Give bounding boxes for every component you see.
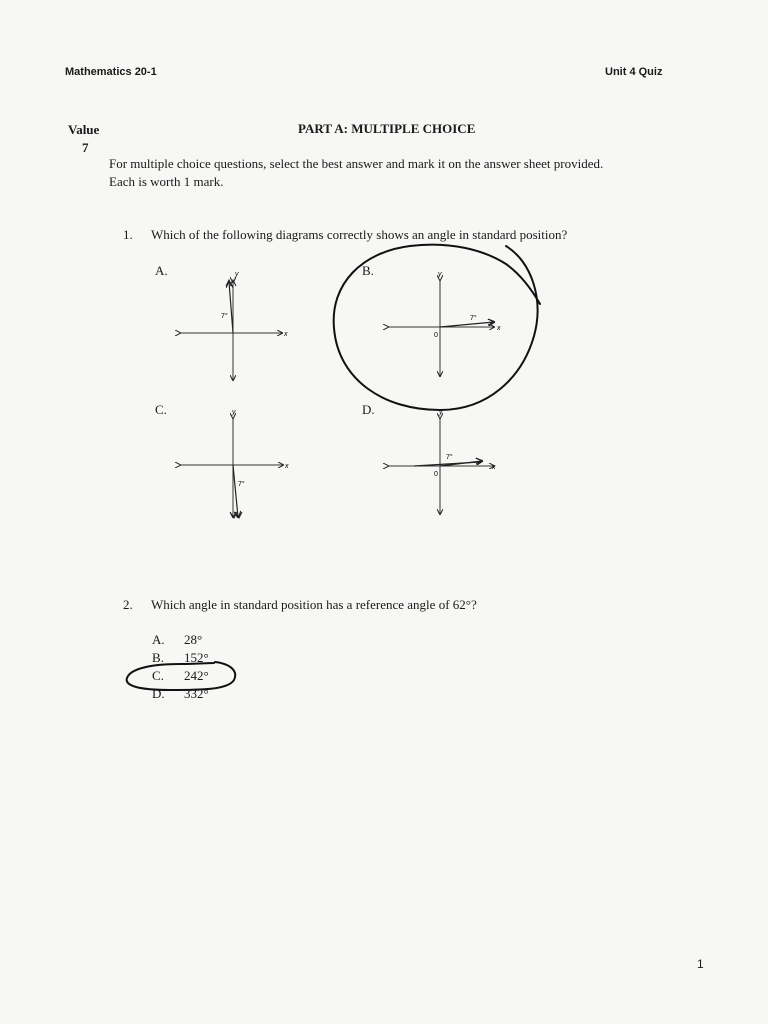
q2-option-a-letter: A. [152,632,165,647]
q1-option-d-letter: D. [362,402,375,417]
instructions-line-1: For multiple choice questions, select the best answer and mark it on the answer sheet provided. [109,156,604,171]
diagram-c-angle-label: 7° [238,481,245,488]
q1-option-b-letter: B. [362,263,374,278]
diagram-d-angle-label: 7° [446,454,453,461]
instructions-line-2: Each is worth 1 mark. [109,174,224,189]
diagram-d-y-label: y [439,409,443,416]
q2-option-a-value: 28° [184,632,203,647]
diagram-a-x-label: x [284,331,288,338]
page-number: 1 [697,957,704,971]
question-1-text: Which of the following diagrams correctly shows an angle in standard position? [151,227,568,242]
q1-option-c-letter: C. [155,402,167,417]
value-number: 7 [82,140,89,155]
diagram-b-origin-label: 0 [434,332,438,339]
diagram-d-x-label: x [492,464,496,471]
diagram-d-origin-label: 0 [434,471,438,478]
diagram-c-x-label: x [285,463,289,470]
q2-option-c-letter: C. [152,668,164,683]
question-1-number: 1. [123,227,133,242]
q2-option-b-value: 152° [184,650,209,665]
diagram-b-x-label: x [497,325,501,332]
course-title: Mathematics 20-1 [65,66,157,78]
handwritten-circle-option-c [127,662,236,690]
diagram-c-y-label: y [232,409,236,416]
question-2-text: Which angle in standard position has a reference angle of 62°? [151,597,477,612]
question-2-number: 2. [123,597,133,612]
q2-option-c-value: 242° [184,668,209,683]
q2-option-d-value: 332° [184,686,209,701]
q2-option-d-letter: D. [152,686,165,701]
part-title: PART A: MULTIPLE CHOICE [298,121,476,136]
q2-option-b-letter: B. [152,650,164,665]
diagram-b-angle-label: 7° [470,315,477,322]
quiz-title: Unit 4 Quiz [605,66,663,78]
diagram-a-y-label: y [235,271,239,278]
diagram-b-y-label: y [438,271,442,278]
q1-option-a-letter: A. [155,263,168,278]
value-label: Value [68,122,100,137]
diagram-a-angle-label: 7° [221,313,228,320]
